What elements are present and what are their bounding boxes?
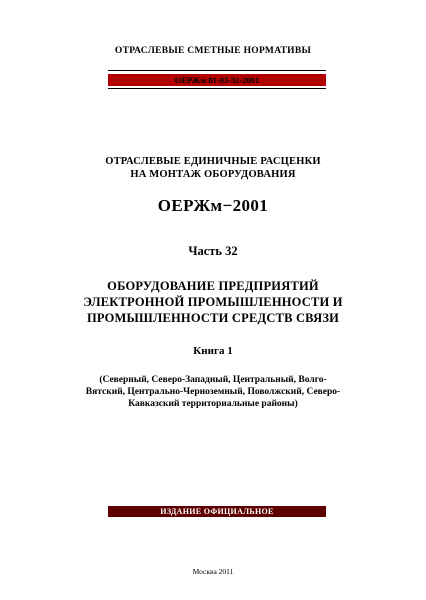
regions-line-3: Кавказский территориальные районы) <box>128 399 298 409</box>
main-title-line-1: ОТРАСЛЕВЫЕ ЕДИНИЧНЫЕ РАСЦЕНКИ <box>105 156 321 167</box>
regions-line-2: Вятский, Центрально-Черноземный, Поволжский, Северо- <box>85 387 341 397</box>
document-code: ОЕРЖм 81-03-32-2001 <box>174 75 260 85</box>
header-rule-bottom <box>108 88 326 89</box>
main-title-line-2: НА МОНТАЖ ОБОРУДОВАНИЯ <box>130 169 296 180</box>
series-heading: ОТРАСЛЕВЫЕ СМЕТНЫЕ НОРМАТИВЫ <box>114 46 312 56</box>
subtitle-line-2: ЭЛЕКТРОННОЙ ПРОМЫШЛЕННОСТИ И <box>83 295 343 309</box>
part-number: Часть 32 <box>188 244 238 258</box>
subtitle-line-3: ПРОМЫШЛЕННОСТИ СРЕДСТВ СВЯЗИ <box>86 311 340 325</box>
subtitle-line-1: ОБОРУДОВАНИЕ ПРЕДПРИЯТИЙ <box>107 279 319 293</box>
book-number: Книга 1 <box>193 345 233 357</box>
header-rule-top <box>108 70 326 71</box>
standard-code: ОЕРЖм−2001 <box>157 196 269 215</box>
regions-line-1: (Северный, Северо-Западный, Центральный, Волго- <box>99 375 327 385</box>
city-year: Москва 2011 <box>192 567 234 576</box>
official-edition-label: ИЗДАНИЕ ОФИЦИАЛЬНОЕ <box>160 507 274 516</box>
